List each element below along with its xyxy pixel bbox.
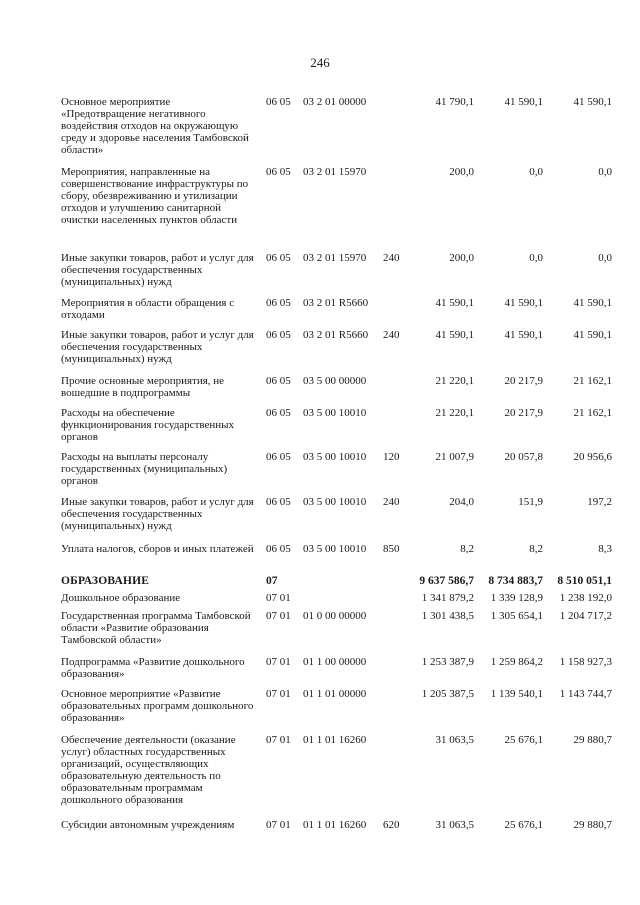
row-expense-type: 240 (383, 496, 400, 508)
row-value-3: 0,0 (598, 252, 612, 264)
row-value-3: 1 158 927,3 (559, 656, 612, 668)
row-value-1: 41 790,1 (435, 96, 474, 108)
row-value-3: 29 880,7 (573, 734, 612, 746)
row-name: Прочие основные мероприятия, не вошедшие в подпрограммы (61, 375, 225, 399)
row-value-2: 1 339 128,9 (490, 592, 543, 604)
page-number: 246 (310, 55, 330, 70)
row-value-1: 9 637 586,7 (419, 575, 474, 587)
row-value-3: 21 162,1 (573, 407, 612, 419)
row-value-3: 21 162,1 (573, 375, 612, 387)
row-value-1: 204,0 (449, 496, 474, 508)
row-section: 06 05 (266, 297, 291, 309)
row-value-3: 8 510 051,1 (557, 575, 612, 587)
row-section: 06 05 (266, 96, 291, 108)
row-value-2: 0,0 (529, 252, 543, 264)
row-name: Иные закупки товаров, работ и услуг для обеспечения государственных (муниципальных) нужд (61, 329, 254, 365)
row-value-3: 1 204 717,2 (559, 610, 612, 622)
row-target-article: 03 2 01 15970 (303, 252, 367, 264)
row-section: 06 05 (266, 407, 291, 419)
row-value-3: 8,3 (598, 543, 612, 555)
row-section: 06 05 (266, 496, 291, 508)
row-name: Расходы на обеспечение функционирования государственных органов (61, 407, 235, 443)
row-target-article: 01 1 01 16260 (303, 819, 367, 831)
row-value-2: 41 590,1 (504, 329, 543, 341)
row-name: Уплата налогов, сборов и иных платежей (61, 543, 254, 555)
row-value-2: 25 676,1 (504, 819, 543, 831)
row-name: ОБРАЗОВАНИЕ (61, 575, 150, 587)
row-section: 07 01 (266, 688, 291, 700)
row-name: Государственная программа Тамбовской области «Развитие образования Тамбовской области» (61, 610, 251, 646)
row-name: Иные закупки товаров, работ и услуг для обеспечения государственных (муниципальных) нужд (61, 252, 254, 288)
row-value-2: 41 590,1 (504, 297, 543, 309)
row-section: 07 01 (266, 610, 291, 622)
row-value-3: 1 238 192,0 (559, 592, 612, 604)
row-target-article: 01 1 00 00000 (303, 656, 367, 668)
row-value-1: 1 301 438,5 (421, 610, 474, 622)
row-value-3: 41 590,1 (573, 297, 612, 309)
row-name: Основное мероприятие «Развитие образовательных программ дошкольного образования» (61, 688, 254, 724)
row-name: Субсидии автономным учреждениям (61, 819, 235, 831)
row-section: 07 (266, 575, 278, 587)
row-value-1: 41 590,1 (435, 297, 474, 309)
row-target-article: 03 2 01 00000 (303, 96, 367, 108)
row-value-1: 1 341 879,2 (421, 592, 474, 604)
row-value-2: 151,9 (518, 496, 543, 508)
row-name: Иные закупки товаров, работ и услуг для обеспечения государственных (муниципальных) нужд (61, 496, 254, 532)
row-name: Подпрограмма «Развитие дошкольного образования» (61, 656, 245, 680)
row-value-2: 41 590,1 (504, 96, 543, 108)
row-section: 06 05 (266, 252, 291, 264)
row-value-2: 8,2 (529, 543, 543, 555)
row-target-article: 01 1 01 16260 (303, 734, 367, 746)
row-value-1: 41 590,1 (435, 329, 474, 341)
row-value-2: 1 139 540,1 (490, 688, 543, 700)
row-value-1: 21 220,1 (435, 407, 474, 419)
row-expense-type: 120 (383, 451, 400, 463)
row-section: 06 05 (266, 329, 291, 341)
row-value-1: 1 253 387,9 (421, 656, 474, 668)
row-section: 06 05 (266, 543, 291, 555)
row-value-2: 20 057,8 (504, 451, 543, 463)
row-name: Основное мероприятие «Предотвращение негативного воздействия отходов на окружающую среду и здоровье населения Тамбовской области» (61, 96, 249, 156)
row-value-2: 1 259 864,2 (490, 656, 543, 668)
row-target-article: 03 5 00 10010 (303, 451, 367, 463)
row-value-3: 29 880,7 (573, 819, 612, 831)
row-value-2: 25 676,1 (504, 734, 543, 746)
row-value-3: 1 143 744,7 (559, 688, 612, 700)
row-target-article: 03 5 00 10010 (303, 407, 367, 419)
row-value-2: 0,0 (529, 166, 543, 178)
row-value-3: 197,2 (587, 496, 612, 508)
row-target-article: 03 2 01 15970 (303, 166, 367, 178)
row-name: Мероприятия, направленные на совершенствование инфраструктуры по сбору, обезвреживанию и утилизации отходов и улучшению санитарной очистки населенных пунктов области (61, 166, 249, 226)
row-value-2: 20 217,9 (504, 375, 543, 387)
row-name: Обеспечение деятельности (оказание услуг) областных государственных организаций, осуществляющих образовательную деятельность по образовательным программам дошкольного образования (61, 734, 236, 806)
row-section: 06 05 (266, 451, 291, 463)
row-expense-type: 240 (383, 252, 400, 264)
row-value-2: 20 217,9 (504, 407, 543, 419)
row-value-1: 21 007,9 (435, 451, 474, 463)
row-value-3: 20 956,6 (573, 451, 612, 463)
row-value-1: 200,0 (449, 166, 474, 178)
row-section: 06 05 (266, 166, 291, 178)
row-value-3: 0,0 (598, 166, 612, 178)
row-section: 06 05 (266, 375, 291, 387)
row-value-1: 21 220,1 (435, 375, 474, 387)
row-section: 07 01 (266, 656, 291, 668)
row-section: 07 01 (266, 592, 291, 604)
row-value-2: 8 734 883,7 (488, 575, 543, 587)
row-value-1: 8,2 (460, 543, 474, 555)
row-name: Мероприятия в области обращения с отходами (61, 297, 235, 321)
row-target-article: 01 0 00 00000 (303, 610, 367, 622)
row-target-article: 01 1 01 00000 (303, 688, 367, 700)
row-section: 07 01 (266, 819, 291, 831)
row-value-3: 41 590,1 (573, 329, 612, 341)
row-target-article: 03 2 01 R5660 (303, 297, 369, 309)
row-target-article: 03 2 01 R5660 (303, 329, 369, 341)
row-value-2: 1 305 654,1 (490, 610, 543, 622)
row-value-3: 41 590,1 (573, 96, 612, 108)
row-target-article: 03 5 00 10010 (303, 496, 367, 508)
row-expense-type: 620 (383, 819, 400, 831)
row-value-1: 1 205 387,5 (421, 688, 474, 700)
row-target-article: 03 5 00 00000 (303, 375, 367, 387)
row-name: Дошкольное образование (61, 592, 181, 604)
row-name: Расходы на выплаты персоналу государственных (муниципальных) органов (61, 451, 228, 487)
row-expense-type: 240 (383, 329, 400, 341)
row-target-article: 03 5 00 10010 (303, 543, 367, 555)
row-value-1: 31 063,5 (435, 734, 474, 746)
row-value-1: 200,0 (449, 252, 474, 264)
row-expense-type: 850 (383, 543, 400, 555)
row-value-1: 31 063,5 (435, 819, 474, 831)
row-section: 07 01 (266, 734, 291, 746)
